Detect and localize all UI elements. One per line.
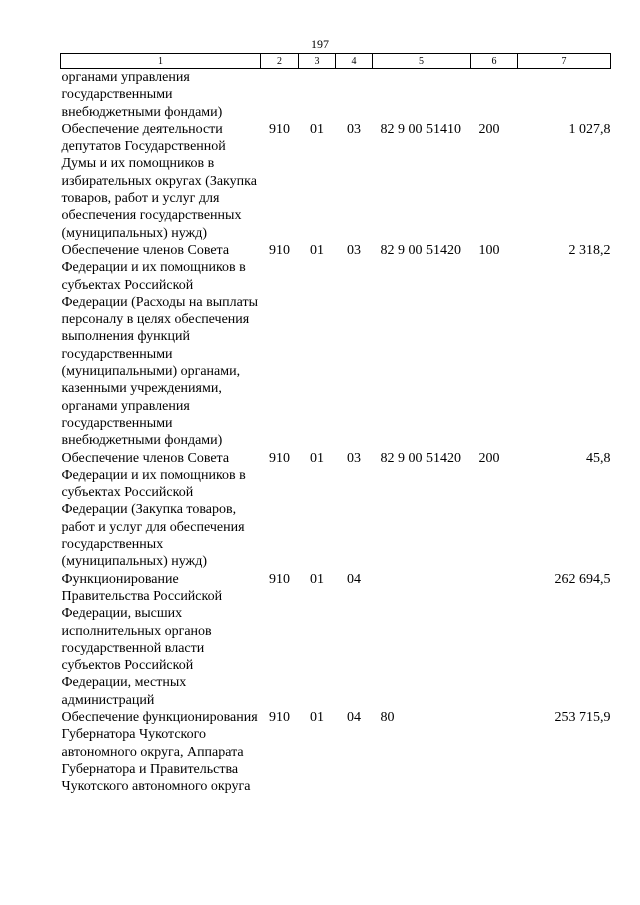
target-item-code: 82 9 00 51420: [380, 450, 461, 466]
expense-type-code: 200: [478, 121, 500, 137]
section-code: [299, 69, 336, 121]
ministry-code: 910: [269, 450, 290, 466]
target-item-code: [373, 69, 471, 121]
subsection-code: 04: [347, 571, 361, 587]
ministry-code: [261, 69, 299, 121]
column-number: 4: [336, 54, 373, 69]
item-name: Функционирование Правительства Российской Федерации, высших исполнительных органов государственной власти субъектов Российской Федерации, местных администраций: [61, 571, 223, 708]
section-code: 01: [310, 571, 324, 587]
amount: 2 318,2: [568, 242, 611, 258]
section-code: 01: [310, 450, 324, 466]
column-number-row: [61, 54, 611, 69]
ministry-code: 910: [269, 709, 290, 725]
amount: [518, 69, 611, 121]
page-number: 197: [311, 37, 329, 51]
amount: 262 694,5: [554, 571, 611, 587]
expense-type-code: 200: [478, 450, 500, 466]
column-number: 7: [518, 54, 611, 69]
budget-table: [60, 53, 611, 795]
subsection-code: [336, 69, 373, 121]
expense-type-code: 100: [478, 242, 500, 258]
item-name: Обеспечение членов Совета Федерации и их помощников в субъектах Российской Федерации (Закупка товаров, работ и услуг для обеспечения государственных (муниципальных) нужд): [61, 450, 246, 570]
item-name: Обеспечение деятельности депутатов Государственной Думы и их помощников в избирательных округах (Закупка товаров, работ и услуг для обеспечения государственных (муниципальных) нужд): [61, 121, 257, 241]
amount: 253 715,9: [554, 709, 611, 725]
column-number: 2: [261, 54, 299, 69]
expense-type-code: [471, 571, 518, 709]
ministry-code: 910: [269, 242, 290, 258]
expense-type-code: [471, 709, 518, 795]
subsection-code: 03: [347, 450, 361, 466]
table-row: [61, 571, 611, 709]
column-number: 1: [61, 54, 261, 69]
item-name: органами управления государственными внебюджетными фондами): [61, 70, 223, 120]
column-number: 3: [299, 54, 336, 69]
table-row: [61, 69, 611, 121]
subsection-code: 04: [347, 709, 361, 725]
section-code: 01: [310, 709, 324, 725]
item-name: Обеспечение членов Совета Федерации и их помощников в субъектах Российской Федерации (Расходы на выплаты персоналу в целях обеспечения выполнения функций государственными (муниципальными) органами, казенными учреждениями, органами управления государственными внебюджетными фондами): [61, 242, 258, 449]
subsection-code: 03: [347, 242, 361, 258]
table-row: [61, 242, 611, 450]
amount: 45,8: [586, 450, 611, 466]
ministry-code: 910: [269, 121, 290, 137]
target-item-code: 80: [380, 709, 395, 725]
column-number: 6: [471, 54, 518, 69]
target-item-code: 82 9 00 51420: [380, 242, 461, 258]
ministry-code: 910: [269, 571, 290, 587]
section-code: 01: [310, 242, 324, 258]
subsection-code: 03: [347, 121, 361, 137]
section-code: 01: [310, 121, 324, 137]
table-row: [61, 121, 611, 242]
table-row: [61, 709, 611, 795]
target-item-code: [373, 571, 471, 709]
target-item-code: 82 9 00 51410: [380, 121, 461, 137]
column-number: 5: [373, 54, 471, 69]
item-name: Обеспечение функционирования Губернатора Чукотского автономного округа, Аппарата Губернатора и Правительства Чукотского автономного округа: [61, 709, 258, 795]
expense-type-code: [471, 69, 518, 121]
table-row: [61, 450, 611, 571]
amount: 1 027,8: [568, 121, 611, 137]
